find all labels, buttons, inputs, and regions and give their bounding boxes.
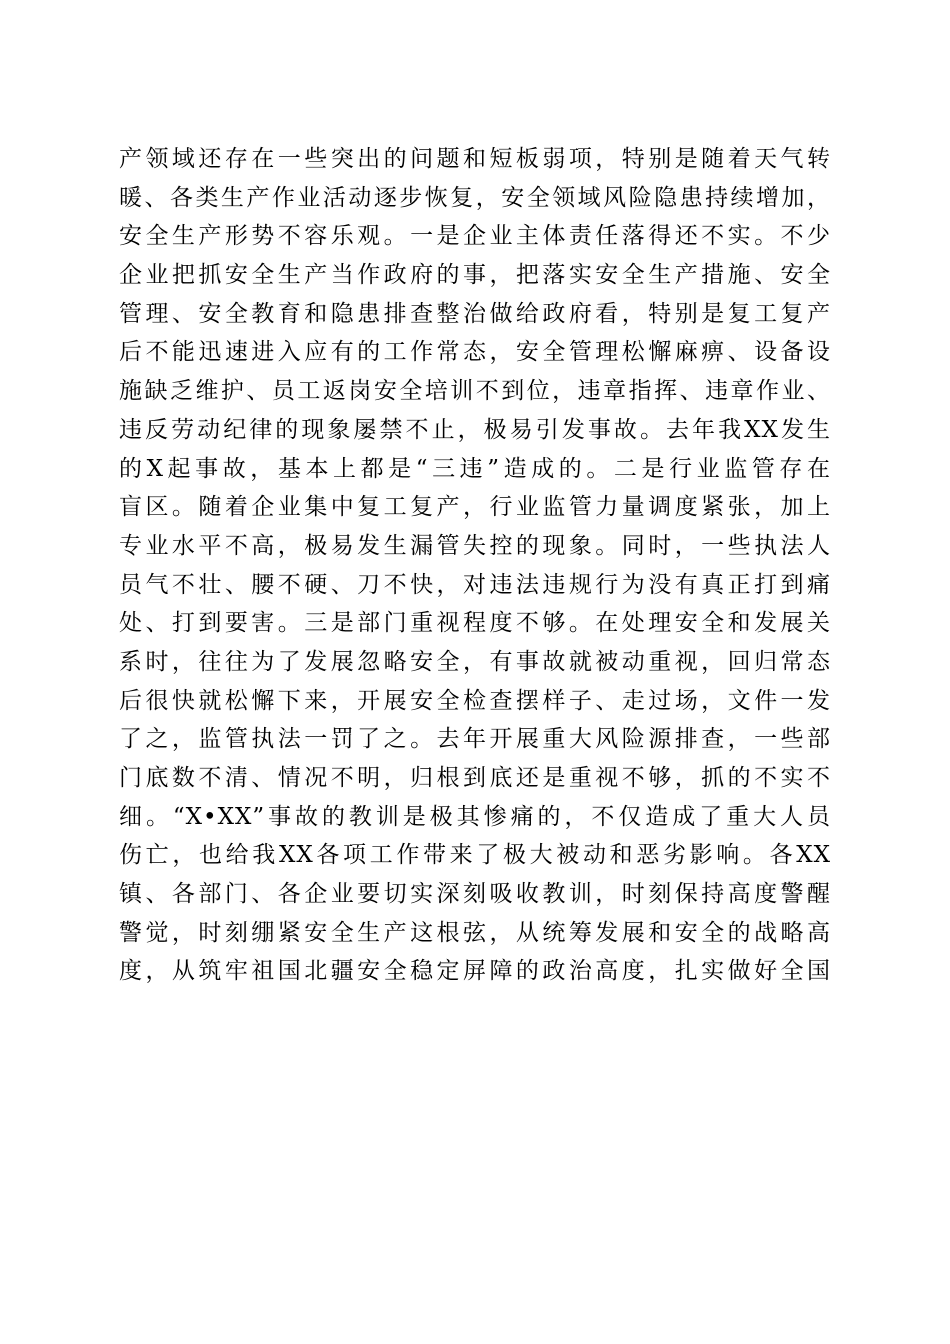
- text-line-18: 细。“X•XX”事故的教训是极其惨痛的，不仅造成了重大人员: [119, 803, 831, 830]
- text-line-20: 镇、各部门、各企业要切实深刻吸收教训，时刻保持高度警醒: [119, 881, 831, 908]
- text-line-4: 企业把抓安全生产当作政府的事，把落实安全生产措施、安全: [119, 262, 831, 289]
- text-line-15: 后很快就松懈下来，开展安全检查摆样子、走过场，文件一发: [119, 687, 831, 714]
- text-line-2: 暖、各类生产作业活动逐步恢复，安全领域风险隐患持续增加，: [119, 184, 831, 211]
- text-line-17: 门底数不清、情况不明，归根到底还是重视不够，抓的不实不: [119, 765, 831, 791]
- text-line-13: 处、打到要害。三是部门重视程度不够。在处理安全和发展关: [119, 610, 831, 637]
- text-line-22: 度，从筑牢祖国北疆安全稳定屏障的政治高度，扎实做好全国: [119, 958, 831, 985]
- text-line-3: 安全生产形势不容乐观。一是企业主体责任落得还不实。不少: [119, 223, 831, 250]
- text-line-1: 产领域还存在一些突出的问题和短板弱项，特别是随着天气转: [119, 146, 831, 172]
- text-line-16: 了之，监管执法一罚了之。去年开展重大风险源排查，一些部: [119, 726, 831, 753]
- text-line-8: 违反劳动纪律的现象屡禁不止，极易引发事故。去年我XX发生: [119, 416, 831, 443]
- text-line-6: 后不能迅速进入应有的工作常态，安全管理松懈麻痹、设备设: [119, 339, 831, 366]
- text-line-7: 施缺乏维护、员工返岗安全培训不到位，违章指挥、违章作业、: [119, 378, 831, 405]
- text-line-9: 的X起事故，基本上都是“三违”造成的。二是行业监管存在: [119, 455, 831, 482]
- text-line-5: 管理、安全教育和隐患排查整治做给政府看，特别是复工复产: [119, 300, 831, 327]
- text-line-12: 员气不壮、腰不硬、刀不快，对违法违规行为没有真正打到痛: [119, 571, 831, 598]
- text-line-21: 警觉，时刻绷紧安全生产这根弦，从统筹发展和安全的战略高: [119, 919, 831, 946]
- text-line-14: 系时，往往为了发展忽略安全，有事故就被动重视，回归常态: [119, 648, 831, 675]
- text-line-10: 盲区。随着企业集中复工复产，行业监管力量调度紧张，加上: [119, 494, 831, 521]
- text-line-11: 专业水平不高，极易发生漏管失控的现象。同时，一些执法人: [119, 532, 831, 559]
- body-text: [119, 140, 831, 991]
- text-line-19: 伤亡，也给我XX各项工作带来了极大被动和恶劣影响。各XX: [119, 842, 831, 869]
